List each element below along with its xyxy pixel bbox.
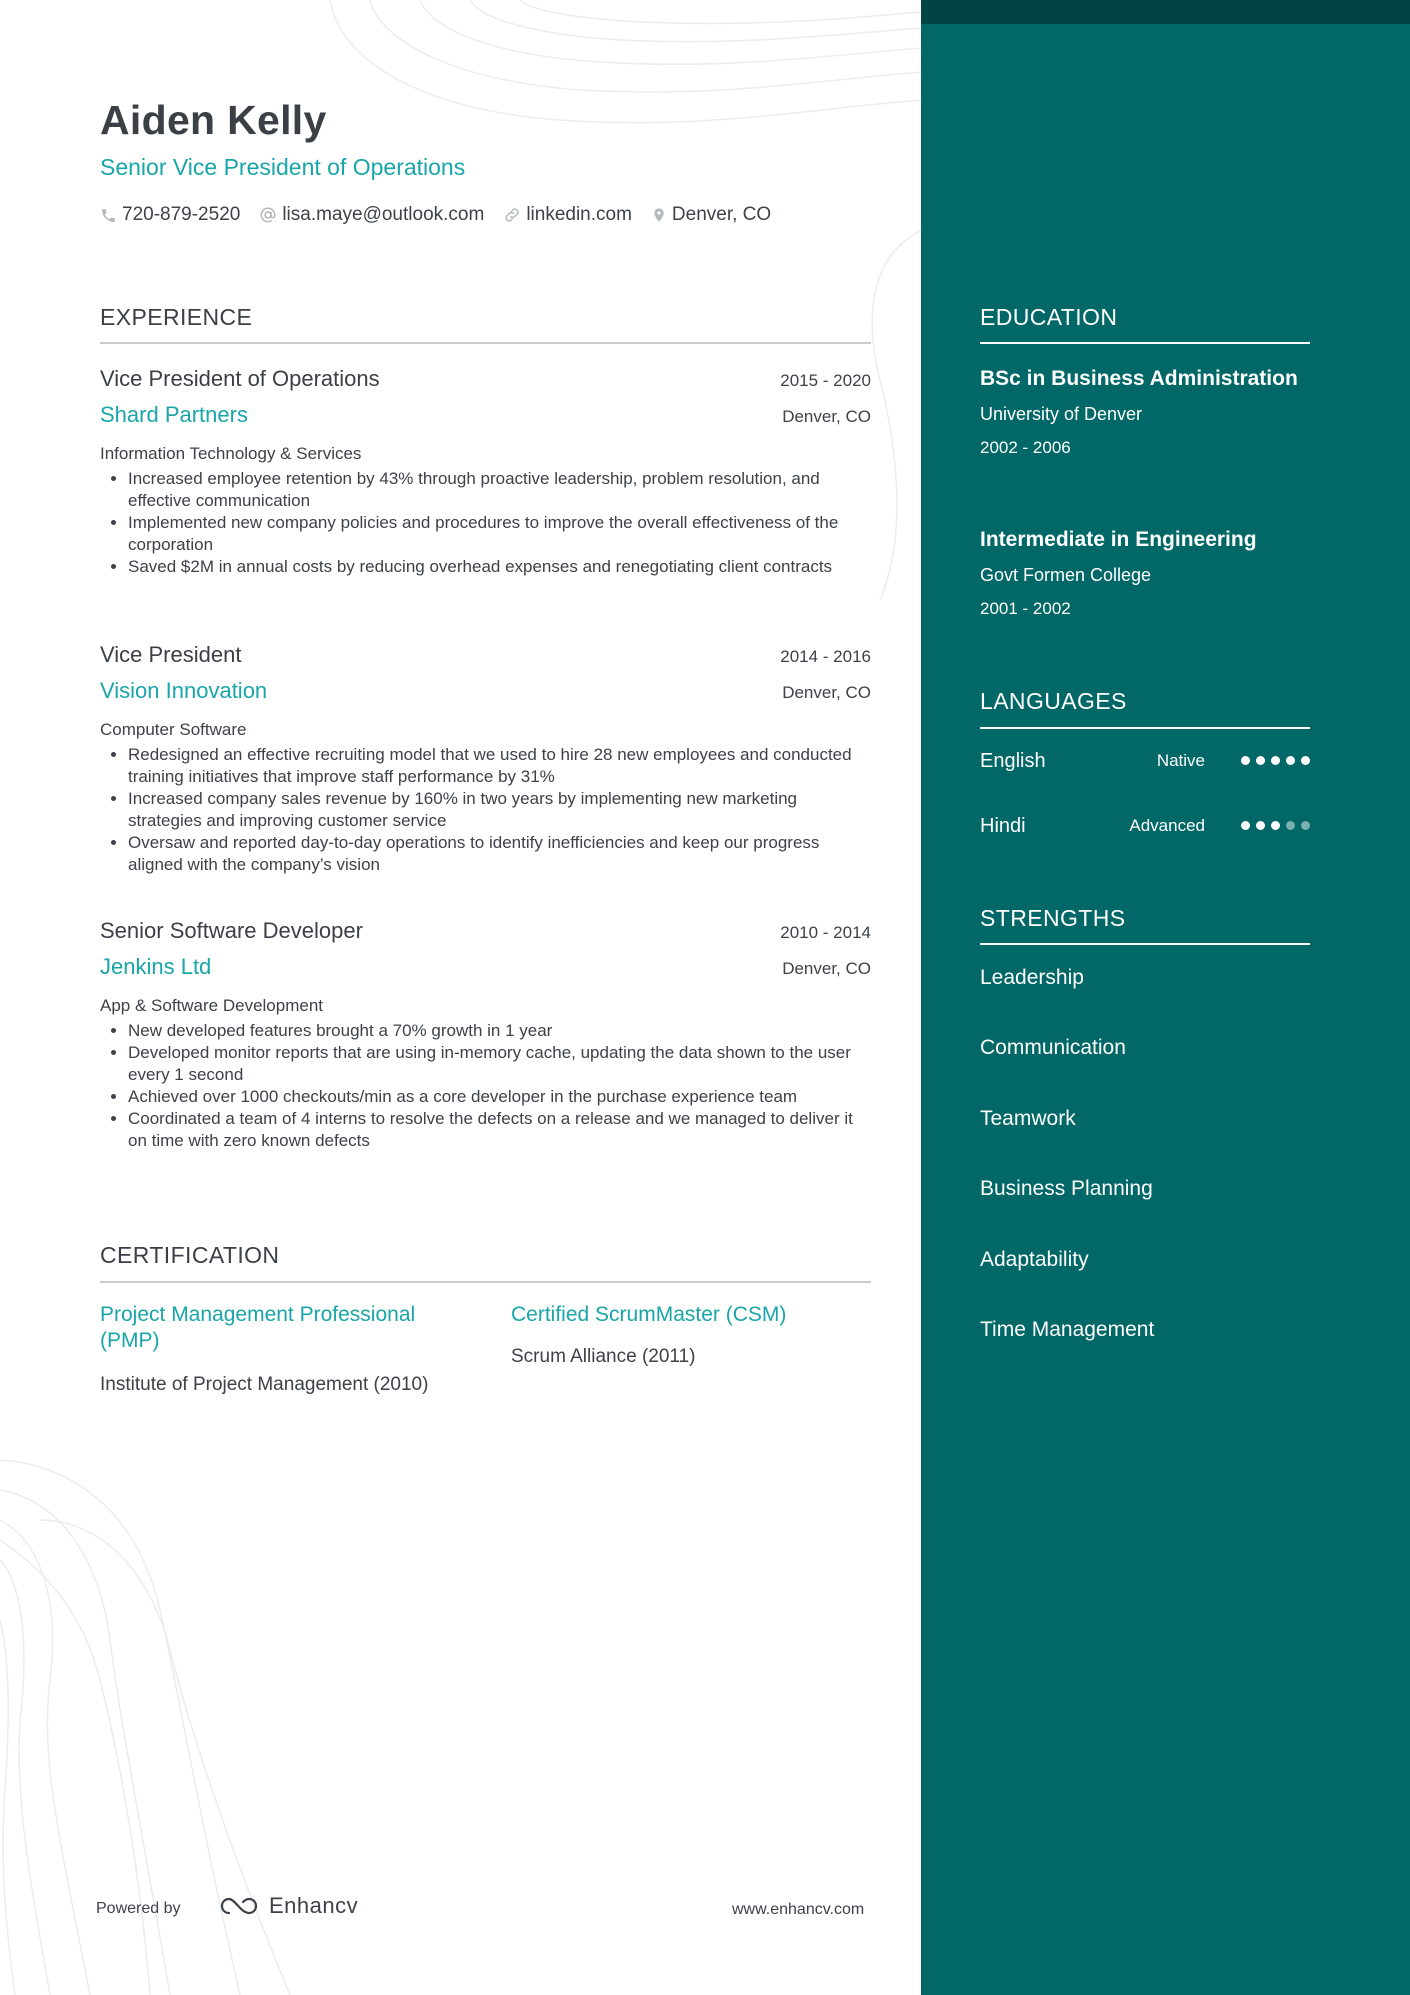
experience-divider (100, 342, 871, 344)
contact-phone[interactable] (100, 204, 240, 226)
rating-dot-filled (1241, 821, 1250, 830)
location-pin-icon (651, 206, 667, 224)
candidate-title: Senior Vice President of Operations (100, 154, 466, 180)
education-item (980, 526, 1310, 621)
rating-dot-empty (1286, 821, 1295, 830)
job-bullet: • Developed monitor reports that are using in-memory cache, updating the data shown to the user every 1 second (128, 1042, 871, 1086)
strength-item: Leadership (980, 966, 1084, 989)
certification-name: Project Management Professional (PMP) (100, 1303, 416, 1352)
phone-icon (100, 207, 117, 224)
sidebar-panel (921, 0, 1410, 1995)
job-location: Denver, CO (782, 959, 871, 978)
job-bullet: • Implemented new company policies and procedures to improve the overall effectiveness of the corporation (128, 512, 871, 556)
languages-heading: LANGUAGES (980, 688, 1127, 714)
education-degree: BSc in Business Administration (980, 367, 1298, 390)
job-location: Denver, CO (782, 407, 871, 426)
language-item (980, 811, 1310, 841)
strength-item: Teamwork (980, 1107, 1076, 1130)
certification-issuer: Institute of Project Management (2010) (100, 1374, 429, 1395)
education-heading: EDUCATION (980, 304, 1118, 330)
contact-phone-text: 720-879-2520 (122, 204, 241, 225)
certification-divider (100, 1281, 871, 1283)
job-bullets (100, 468, 871, 578)
job-bullet: • Increased company sales revenue by 160% in two years by implementing new marketing strategies and improving customer service (128, 788, 871, 832)
job-dates: 2014 - 2016 (780, 647, 871, 666)
education-years: 2001 - 2002 (980, 599, 1071, 618)
job-bullets (100, 1020, 871, 1152)
footer-url-link[interactable]: www.enhancv.com (732, 1901, 865, 1918)
strength-item: Adaptability (980, 1248, 1089, 1271)
certification-name: Certified ScrumMaster (CSM) (511, 1303, 787, 1326)
strengths-divider (980, 943, 1310, 945)
education-school: University of Denver (980, 404, 1143, 424)
certification-heading: CERTIFICATION (100, 1242, 280, 1268)
candidate-name: Aiden Kelly (100, 97, 327, 143)
job-industry: App & Software Development (100, 996, 324, 1015)
rating-dot-filled (1301, 756, 1310, 765)
enhancv-logo[interactable] (215, 1893, 358, 1919)
job-bullet: • Oversaw and reported day-to-day operations to identify inefficiencies and keep our progress aligned with the company’s vision (128, 832, 871, 876)
languages-divider (980, 727, 1310, 729)
job-company: Vision Innovation (100, 678, 268, 703)
language-rating (1235, 756, 1310, 765)
at-icon (259, 206, 277, 224)
job-bullet: • Redesigned an effective recruiting model that we used to hire 28 new employees and conducted training initiatives that improve staff performance by 31% (128, 744, 871, 788)
rating-dot-empty (1301, 821, 1310, 830)
job-bullet: • Increased employee retention by 43% through proactive leadership, problem resolution, and effective communication (128, 468, 871, 512)
language-name: English (980, 750, 1046, 772)
strengths-heading: STRENGTHS (980, 905, 1126, 931)
language-level: Advanced (1129, 816, 1205, 835)
contact-linkedin[interactable] (503, 204, 632, 226)
strength-item: Communication (980, 1036, 1126, 1059)
certification-item (100, 1302, 450, 1397)
strength-item: Business Planning (980, 1177, 1153, 1200)
rating-dot-filled (1256, 821, 1265, 830)
job-bullet: • Coordinated a team of 4 interns to resolve the defects on a release and we managed to deliver it on time with zero known defects (128, 1108, 871, 1152)
job-bullet: • Achieved over 1000 checkouts/min as a core developer in the purchase experience team (128, 1086, 871, 1108)
job-bullets (100, 744, 871, 876)
education-years: 2002 - 2006 (980, 438, 1071, 457)
job-bullet: • New developed features brought a 70% growth in 1 year (128, 1020, 871, 1042)
education-divider (980, 342, 1310, 344)
job-entry (100, 364, 871, 578)
contact-email-text: lisa.maye@outlook.com (282, 204, 485, 225)
education-school: Govt Formen College (980, 565, 1152, 585)
contact-location (651, 204, 771, 226)
rating-dot-filled (1256, 756, 1265, 765)
certification-issuer: Scrum Alliance (2011) (511, 1346, 696, 1367)
job-entry (100, 916, 871, 1152)
contact-bar (100, 201, 790, 229)
contact-linkedin-text: linkedin.com (526, 204, 632, 225)
strength-item: Time Management (980, 1318, 1155, 1341)
job-title: Senior Software Developer (100, 918, 363, 943)
enhancv-logo-text: Enhancv (269, 1893, 359, 1918)
job-title: Vice President of Operations (100, 366, 380, 391)
job-title: Vice President (100, 642, 242, 667)
job-bullet: • Saved $2M in annual costs by reducing overhead expenses and renegotiating client contracts (128, 556, 871, 578)
enhancv-infinity-icon (215, 1893, 263, 1919)
language-rating (1235, 821, 1310, 830)
link-icon (503, 206, 521, 224)
rating-dot-filled (1271, 756, 1280, 765)
rating-dot-filled (1286, 756, 1295, 765)
job-location: Denver, CO (782, 683, 871, 702)
rating-dot-filled (1241, 756, 1250, 765)
language-level: Native (1156, 751, 1205, 770)
education-item (980, 365, 1310, 460)
job-company: Shard Partners (100, 402, 248, 427)
contact-email[interactable] (259, 204, 484, 226)
job-industry: Information Technology & Services (100, 444, 362, 463)
job-industry: Computer Software (100, 720, 247, 739)
language-name: Hindi (980, 815, 1026, 837)
certification-item (511, 1302, 861, 1369)
language-item (980, 746, 1310, 776)
job-company: Jenkins Ltd (100, 954, 212, 979)
education-degree: Intermediate in Engineering (980, 528, 1257, 551)
sidebar-top-strip (921, 0, 1410, 24)
powered-by-text: Powered by (96, 1900, 181, 1917)
contact-location-text: Denver, CO (671, 204, 772, 225)
job-dates: 2015 - 2020 (780, 371, 871, 390)
rating-dot-filled (1271, 821, 1280, 830)
job-entry (100, 640, 871, 876)
experience-heading: EXPERIENCE (100, 304, 253, 330)
job-dates: 2010 - 2014 (780, 923, 871, 942)
